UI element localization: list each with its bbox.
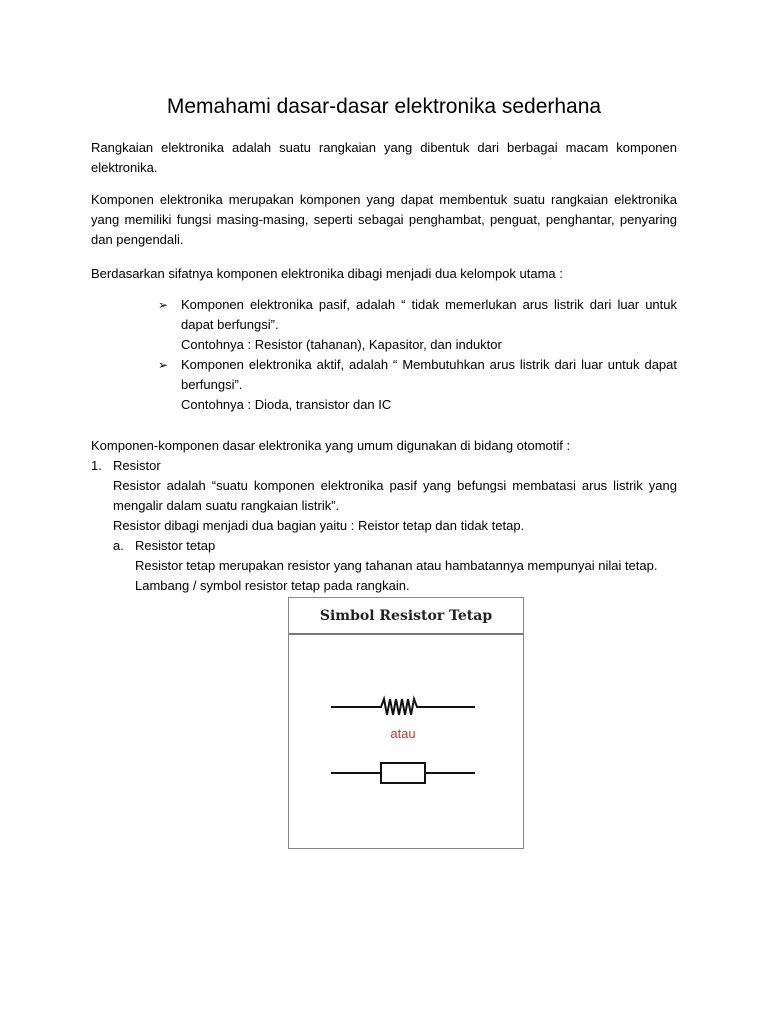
fixed-resistor-symbol-caption: Lambang / symbol resistor tetap pada rangkain. xyxy=(135,578,410,593)
resistor-symbol-diagram xyxy=(289,635,523,848)
paragraph-classification: Berdasarkan sifatnya komponen elektronika dibagi menjadi dua kelompok utama : xyxy=(91,266,563,281)
resistor-definition: Resistor adalah “suatu komponen elektronika pasif yang befungsi membatasi arus listrik yang mengalir dalam suatu rangkaian listrik”. xyxy=(113,478,677,513)
page-title: Memahami dasar-dasar elektronika sederhana xyxy=(166,95,602,118)
bullet-item-active xyxy=(158,355,677,415)
paragraph-common-components: Komponen-komponen dasar elektronika yang umum digunakan di bidang otomotif : xyxy=(91,438,571,453)
bullet-text: Komponen elektronika aktif, adalah “ Membutuhkan arus listrik dari luar untuk dapat berfungsi”. xyxy=(181,357,677,392)
separator-label: atau xyxy=(390,726,416,741)
figure-title: Simbol Resistor Tetap xyxy=(289,598,523,635)
list-item-title: Resistor xyxy=(113,458,161,473)
resistor-symbol-figure xyxy=(288,597,524,849)
numbered-list xyxy=(91,456,677,596)
sub-item-title: Resistor tetap xyxy=(135,538,216,553)
fixed-resistor-definition: Resistor tetap merupakan resistor yang tahanan atau hambatannya mempunyai nilai tetap. xyxy=(135,558,658,573)
bullet-text: Komponen elektronika pasif, adalah “ tidak memerlukan arus listrik dari luar untuk dapat berfungsi”. xyxy=(181,297,677,332)
bullet-example: Contohnya : Resistor (tahanan), Kapasitor, dan induktor xyxy=(181,337,502,352)
bullet-item-passive xyxy=(158,295,677,355)
arrow-bullet-icon: ➢ xyxy=(158,298,169,312)
list-number: 1. xyxy=(91,458,102,473)
resistor-types: Resistor dibagi menjadi dua bagian yaitu : Reistor tetap dan tidak tetap. xyxy=(113,518,525,533)
arrow-bullet-icon: ➢ xyxy=(158,358,169,372)
box-resistor-symbol xyxy=(331,763,475,783)
list-letter: a. xyxy=(113,538,124,553)
paragraph-intro: Rangkaian elektronika adalah suatu rangkaian yang dibentuk dari berbagai macam komponen elektronika. xyxy=(91,140,677,175)
bullet-example: Contohnya : Dioda, transistor dan IC xyxy=(181,397,392,412)
zigzag-resistor-symbol xyxy=(331,699,475,715)
list-item-resistor xyxy=(91,456,677,596)
list-item-fixed-resistor xyxy=(113,536,677,596)
bullet-list xyxy=(158,295,677,415)
paragraph-components: Komponen elektronika merupakan komponen yang dapat membentuk suatu rangkaian elektronika yang memiliki fungsi masing-masing, seperti sebagai penghambat, penguat, penghantar, penyaring dan pengendali. xyxy=(91,192,677,247)
